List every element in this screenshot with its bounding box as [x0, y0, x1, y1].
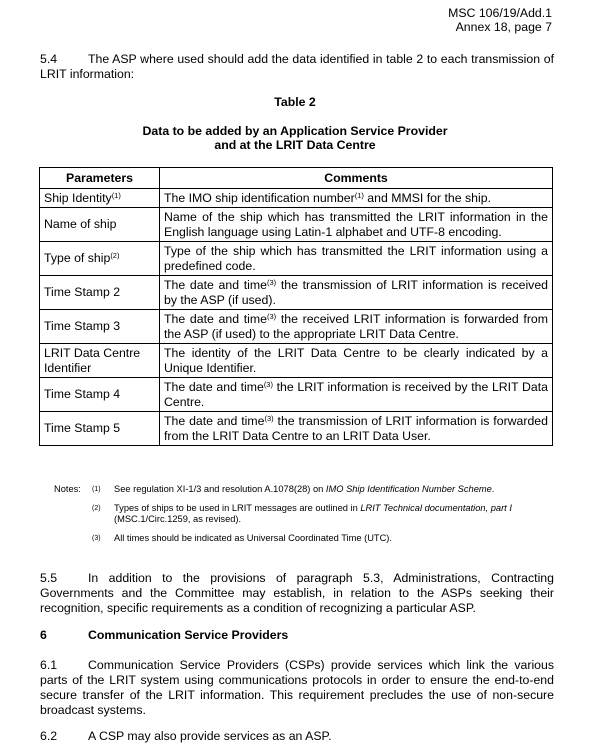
comment-text: The date and time — [164, 413, 265, 428]
notes-label: Notes: — [54, 484, 81, 494]
parameter-cell — [40, 344, 160, 378]
table-row — [40, 344, 553, 378]
table-title-line-1: Data to be added by an Application Service Provider — [142, 124, 448, 138]
comment-cell — [160, 208, 553, 242]
note-item — [54, 484, 554, 495]
parameter-name: Time Stamp 3 — [44, 319, 121, 333]
parameter-name: Type of ship — [44, 251, 111, 265]
comment-text-continued: the LRIT information is received by the LRIT Data Centre. — [164, 379, 548, 409]
paragraph-number: 6.2 — [40, 729, 58, 743]
annex-page-reference: Annex 18, page 7 — [455, 20, 552, 34]
comment-cell — [160, 276, 553, 310]
parameter-name: Name of ship — [44, 217, 117, 231]
table-row — [40, 310, 553, 344]
comment-text: The date and time — [164, 311, 267, 326]
footnote-marker: (1) — [111, 190, 121, 200]
paragraph-5-4 — [40, 52, 554, 82]
note-marker: (1) — [92, 486, 101, 493]
table-notes — [54, 484, 554, 552]
parameter-cell — [40, 189, 160, 208]
parameter-name: LRIT Data Centre Identifier — [44, 345, 141, 375]
comment-text: The date and time — [164, 379, 264, 394]
comment-cell — [160, 189, 553, 208]
note-text — [114, 503, 554, 525]
table-row — [40, 208, 553, 242]
paragraph-6-1 — [40, 658, 554, 718]
comment-text-continued: the transmission of LRIT information is forwarded from the LRIT Data Centre to an LRIT Data User. — [164, 413, 548, 443]
document-reference: MSC 106/19/Add.1 — [448, 6, 552, 20]
footnote-marker: (2) — [110, 251, 120, 260]
note-text-plain-end: (MSC.1/Circ.1259, as revised). — [114, 514, 242, 524]
paragraph-text: A CSP may also provide services as an ASP. — [88, 729, 332, 743]
note-text — [114, 484, 554, 495]
footnote-marker: (1) — [354, 190, 364, 200]
table-row — [40, 412, 553, 446]
table-row — [40, 242, 553, 276]
paragraph-5-5 — [40, 571, 554, 616]
column-header-comments: Comments — [160, 168, 553, 189]
note-text-italic: LRIT Technical documentation, part I — [360, 503, 512, 513]
table-row — [40, 378, 553, 412]
footnote-marker: (3) — [266, 277, 277, 287]
table-title-line-2: and at the LRIT Data Centre — [214, 138, 376, 152]
table-label: Table 2 — [274, 95, 316, 109]
note-text-plain: See regulation XI-1/3 and resolution A.1078(28) on — [114, 484, 326, 494]
section-6-heading — [40, 628, 288, 643]
note-text-plain: Types of ships to be used in LRIT messages are outlined in — [114, 503, 361, 513]
note-text-italic: IMO Ship Identification Number Scheme — [325, 484, 492, 494]
parameter-cell — [40, 412, 160, 446]
note-item — [54, 533, 554, 544]
comment-text: Name of the ship which has transmitted the LRIT information in the English language using Latin-1 alphabet and UTF-8 encoding. — [164, 209, 548, 239]
footnote-marker: (3) — [264, 413, 274, 423]
comment-text-continued: the transmission of LRIT information is received by the ASP (if used). — [164, 277, 548, 307]
table-row — [40, 276, 553, 310]
comment-cell — [160, 344, 553, 378]
section-title: Communication Service Providers — [88, 628, 289, 642]
comment-text-continued: the received LRIT information is forwarded from the ASP (if used) to the appropriate LRIT Data Centre. — [164, 311, 548, 341]
paragraph-text: The ASP where used should add the data identified in table 2 to each transmission of LRIT information: — [40, 52, 554, 81]
data-table — [39, 167, 553, 446]
comment-cell — [160, 242, 553, 276]
comment-cell — [160, 412, 553, 446]
comment-text: The date and time — [164, 277, 267, 292]
note-item — [54, 503, 554, 525]
note-text-plain-end: . — [491, 484, 495, 494]
parameter-name: Time Stamp 4 — [44, 387, 121, 401]
table-row — [40, 189, 553, 208]
parameter-cell — [40, 208, 160, 242]
comment-text-continued: and MMSI for the ship. — [363, 190, 491, 205]
comment-cell — [160, 310, 553, 344]
footnote-marker: (3) — [266, 311, 277, 321]
paragraph-text: In addition to the provisions of paragraph 5.3, Administrations, Contracting Governments and the Committee may establish, in relation to the ASPs seeking their recognition, specific requirements as a condition of recognizing a particular ASP. — [40, 571, 554, 615]
table-header-row — [40, 168, 553, 189]
comment-cell — [160, 378, 553, 412]
note-marker: (3) — [92, 535, 101, 542]
parameter-cell — [40, 276, 160, 310]
comment-text: The identity of the LRIT Data Centre to be clearly indicated by a Unique Identifier. — [164, 345, 548, 375]
paragraph-6-2 — [40, 729, 554, 744]
page-header — [448, 6, 552, 34]
parameter-name: Time Stamp 5 — [44, 421, 121, 435]
paragraph-number: 6.1 — [40, 658, 58, 672]
parameter-name: Time Stamp 2 — [44, 285, 121, 299]
paragraph-text: Communication Service Providers (CSPs) provide services which link the various parts of the LRIT system using communications protocols in order to ensure the end-to-end secure transfer of the LRIT information. This requirement precludes the use of non-secure broadcast systems. — [40, 658, 554, 717]
note-marker: (2) — [92, 505, 101, 512]
paragraph-number: 5.4 — [40, 52, 58, 66]
parameter-cell — [40, 378, 160, 412]
parameter-name: Ship Identity — [44, 190, 112, 205]
footnote-marker: (3) — [263, 379, 273, 389]
paragraph-number: 5.5 — [40, 571, 58, 585]
note-text-plain: All times should be indicated as Universal Coordinated Time (UTC). — [114, 533, 392, 543]
column-header-parameters: Parameters — [40, 168, 160, 189]
comment-text: The IMO ship identification number — [164, 190, 355, 205]
parameter-cell — [40, 310, 160, 344]
note-text — [114, 533, 554, 544]
section-number: 6 — [40, 628, 47, 642]
comment-text: Type of the ship which has transmitted the LRIT information using a predefined code. — [164, 243, 548, 273]
parameter-cell — [40, 242, 160, 276]
